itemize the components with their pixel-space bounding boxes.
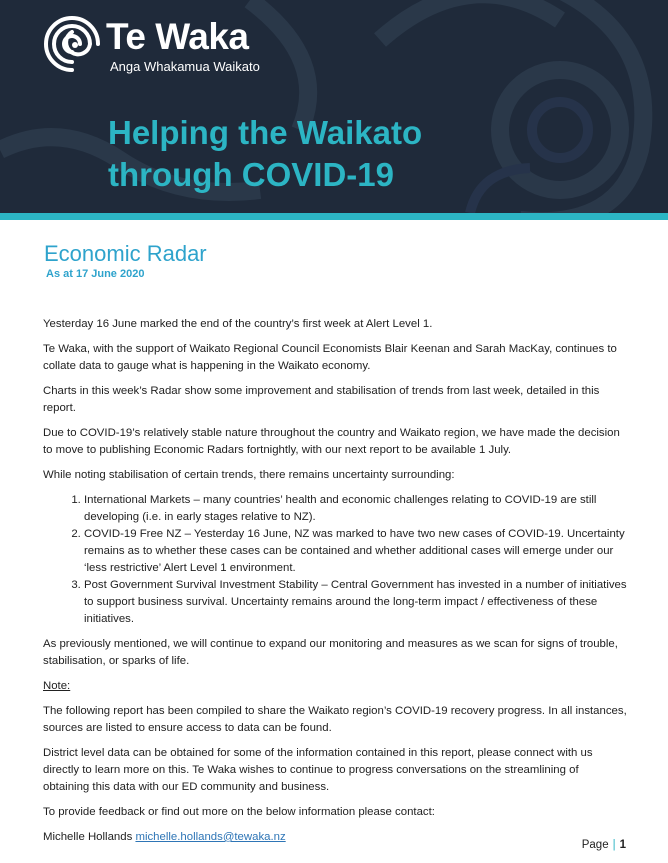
document-body <box>43 316 628 854</box>
contact-line <box>43 829 628 846</box>
uncertainty-list <box>43 492 628 628</box>
paragraph-2: Te Waka, with the support of Waikato Regional Council Economists Blair Keenan and Sarah MacKay, continues to collate data to gauge what is happening in the Waikato economy. <box>43 343 617 372</box>
header-accent-stripe <box>0 213 668 220</box>
list-item: 1. International Markets – many countries’ health and economic challenges relating to COVID-19 are still developing (i.e. in early stages relative to NZ). <box>84 492 628 526</box>
paragraph-1: Yesterday 16 June marked the end of the country’s first week at Alert Level 1. <box>43 318 433 330</box>
page-separator: | <box>612 839 616 851</box>
logo-title: Te Waka <box>106 16 249 57</box>
page-number: 1 <box>619 839 626 851</box>
paragraph-8: District level data can be obtained for some of the information contained in this report, please connect with us directly to learn more on this. Te Waka wishes to continue to progress conversations on the streamlining of obtaining this data with our ED community and business. <box>43 747 593 793</box>
paragraph-6: As previously mentioned, we will continue to expand our monitoring and measures as we scan for signs of trouble, stabilisation, or sparks of life. <box>43 638 618 667</box>
page-headline <box>108 112 422 196</box>
contact-email-link[interactable]: michelle.hollands@tewaka.nz <box>135 831 286 843</box>
page-header <box>0 0 668 213</box>
paragraph-3: Charts in this week’s Radar show some improvement and stabilisation of trends from last week, detailed in this report. <box>43 385 600 414</box>
paragraph-9: To provide feedback or find out more on the below information please contact: <box>43 806 435 818</box>
list-item: 2. COVID-19 Free NZ – Yesterday 16 June, NZ was marked to have two new cases of COVID-19. Uncertainty remains as to whether these cases can be contained and whether additional cases will emerge under our ‘less restrictive’ Alert Level 1 environment. <box>84 526 628 577</box>
note-heading: Note: <box>43 680 71 692</box>
koru-spiral-icon <box>42 14 102 74</box>
section-date: As at 17 June 2020 <box>46 268 145 280</box>
list-item: 3. Post Government Survival Investment Stability – Central Government has invested in a number of initiatives to support business survival. Uncertainty remains around the long-term impact / effectiveness of these initiatives. <box>84 577 628 628</box>
paragraph-7: The following report has been compiled to share the Waikato region’s COVID-19 recovery progress. In all instances, sources are listed to ensure access to data can be found. <box>43 705 627 734</box>
contact-name: Michelle Hollands <box>43 831 133 843</box>
headline-line-1: Helping the Waikato <box>108 114 423 151</box>
te-waka-logo <box>42 14 302 84</box>
paragraph-4: Due to COVID-19’s relatively stable nature throughout the country and Waikato region, we have made the decision to move to publishing Economic Radars fortnightly, with our next report to be available 1 July. <box>43 427 620 456</box>
section-title: Economic Radar <box>44 241 207 266</box>
page-label: Page <box>581 839 609 851</box>
logo-subtitle: Anga Whakamua Waikato <box>110 59 260 74</box>
headline-line-2: through COVID-19 <box>108 156 394 193</box>
paragraph-5: While noting stabilisation of certain trends, there remains uncertainty surrounding: <box>43 469 455 481</box>
page-footer <box>582 839 626 851</box>
